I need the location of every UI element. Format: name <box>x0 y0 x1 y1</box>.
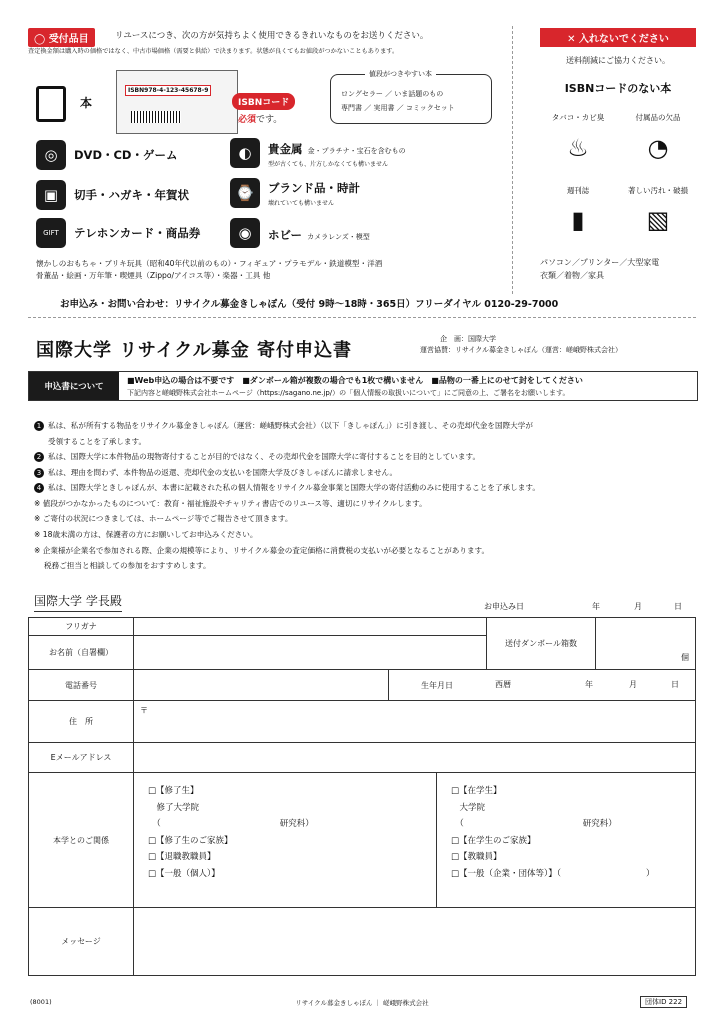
org-id-badge: 団体ID 222 <box>640 996 687 1008</box>
contact-line: お申込み・お問い合わせ：リサイクル募金きしゃぽん（受付 9時〜18時・365日）フリーダイヤル 0120-29-7000 <box>60 299 559 310</box>
torn-book-icon: ▧ <box>646 206 670 234</box>
about-line-2: 下記内容と嵯峨野株式会社ホームページ（https://sagano.ne.jp/）の「個人情報の取扱いについて」にご同意の上、ご署名をお願いします。 <box>127 389 570 397</box>
consent-item: 3 私は、理由を問わず、本件物品の返還、売却代金の支払いを国際大学及びきしゃぽんに請求しません。 <box>34 465 540 481</box>
category-cards <box>36 218 200 248</box>
relation-label: 本学とのご関係 <box>29 773 134 908</box>
easy-title: 値段がつきやすい本 <box>365 69 436 79</box>
divider <box>512 26 513 294</box>
easy-sell-box <box>330 70 492 124</box>
accepted-note: リユースにつき、次の方が気持ちよく使用できるきれいなものをお送りください。 <box>115 31 429 41</box>
ng-tag: ✕ 入れないでください <box>540 28 696 47</box>
relation-right: □【在学生】 大学院 （ 研究科） □【在学生のご家族】 □【教職員】 □【一般（企業・団体等）】（ ） <box>437 773 695 907</box>
hobby-details: 懐かしのおもちゃ・ブリキ玩具（昭和40年代以前のもの）・フィギュア・プラモデル・鉄道模型・洋酒 骨董品・絵画・万年筆・喫煙具（Zippo/アイコス等）・楽器・工具 他 <box>36 259 383 280</box>
birth-field[interactable]: 西暦 年 月 日 <box>495 680 679 689</box>
category-label: 貴金属 <box>268 142 303 156</box>
category-label: 切手・ハガキ・年賀状 <box>74 188 189 202</box>
category-dvd <box>36 140 177 170</box>
check-graduate[interactable]: □【修了生】 <box>148 786 199 796</box>
message-field[interactable] <box>134 908 696 976</box>
phone-field[interactable] <box>134 670 389 700</box>
ng-item-label: 週刊誌 <box>566 186 590 195</box>
note-item: ※ 18歳未満の方は、保護者の方にお願いしてお申込みください。 <box>34 529 258 539</box>
check-retired-staff[interactable]: □【退職教職員】 <box>148 852 216 863</box>
boxes-field[interactable] <box>596 618 696 670</box>
about-box <box>28 371 698 401</box>
isbn-sample: ISBN978-4-123-45678-9 <box>125 85 211 96</box>
ng-isbn: ISBNコードのない本 <box>564 82 672 95</box>
application-table <box>28 617 696 976</box>
ng-item-label: タバコ・カビ臭 <box>551 113 605 122</box>
message-label: メッセージ <box>29 908 134 976</box>
address-label: 住 所 <box>29 701 134 743</box>
footer-code: (8001) <box>30 998 52 1006</box>
book-diagram <box>116 70 238 134</box>
box-unit: 個 <box>681 653 689 662</box>
magazine-icon: ▮ <box>571 206 585 234</box>
consent-list <box>34 418 540 574</box>
birth-label: 生年月日 <box>421 680 453 690</box>
category-label: ブランド品・時計 <box>268 180 360 195</box>
category-brand: ⌚ ブランド品・時計 壊れていても構いません <box>230 178 360 208</box>
category-label: DVD・CD・ゲーム <box>74 148 178 162</box>
address-field[interactable] <box>134 701 696 743</box>
isbn-required: 必須です。 <box>238 115 283 125</box>
book-icon <box>36 86 66 122</box>
email-field[interactable] <box>134 743 696 773</box>
isbn-tag: ISBNコード <box>232 93 295 110</box>
consent-item: 2 私は、国際大学に本件物品の現物寄付することが目的ではなく、その売却代金を国際大学に寄付することを目的としています。 <box>34 449 540 465</box>
easy-line-2: 専門書 ／ 実用書 ／ コミックセット <box>341 104 455 112</box>
ng-misc: パソコン／プリンター／大型家電 衣類／着物／家具 <box>540 258 660 280</box>
email-label: Eメールアドレス <box>29 743 134 773</box>
consent-item: 受領することを了承します。 <box>48 436 147 446</box>
furigana-label: フリガナ <box>29 618 134 636</box>
ng-item-label: 付属品の欠品 <box>635 113 681 122</box>
note-item: ※ 値段がつかなかったものについて：教育・福祉施設やチャリティ書店でのリユース等、適切にリサイクルします。 <box>34 498 427 508</box>
about-line-1: ■Web申込の場合は不要です ■ダンボール箱が複数の場合でも1枚で構いません ■品物の一番上にのせて封をしてください <box>127 376 583 385</box>
relation-left: □【修了生】 修了大学院 （ 研究科） □【修了生のご家族】 □【退職教職員】 □【一般（個人）】 <box>134 773 437 907</box>
check-staff[interactable]: □【教職員】 <box>451 852 502 863</box>
note-item: 税務ご担当と相談しての参加をおすすめします。 <box>34 561 211 571</box>
footer-center: リサイクル募金きしゃぽん ｜ 嵯峨野株式会社 <box>295 999 429 1007</box>
watch-icon: ⌚ <box>230 178 260 208</box>
gift-card-icon: GIFT <box>36 218 66 248</box>
check-graduate-family[interactable]: □【修了生のご家族】 <box>148 835 233 846</box>
phone-row <box>134 670 696 701</box>
furigana-field[interactable] <box>134 618 487 636</box>
camera-icon: ◉ <box>230 218 260 248</box>
consent-item: 1 私は、私が所有する物品をリサイクル募金きしゃぽん（運営：嵯峨野株式会社）（以下「きしゃぽん」）に引き渡し、その売却代金を国際大学が <box>34 418 540 434</box>
smoke-icon: ♨ <box>567 134 589 162</box>
apply-date: お申込み日 年 月 日 <box>484 602 682 611</box>
about-tag: 申込書について <box>29 372 119 400</box>
valuation-note: 査定換金額は購入時の価格ではなく、中古市場価格（需要と供給）で決まります。状態が良くてもお値段がつかないこともあります。 <box>28 48 399 55</box>
name-field[interactable] <box>134 636 487 670</box>
stamp-icon: ▣ <box>36 180 66 210</box>
check-general-corporate[interactable]: □【一般（企業・団体等）】（ ） <box>451 868 655 879</box>
category-hobby: ◉ ホビー カメラレンズ・模型 <box>230 218 370 248</box>
check-general-individual[interactable]: □【一般（個人）】 <box>148 868 220 879</box>
name-label: お名前（自署欄） <box>29 636 134 670</box>
note-item: ※ 企業様が企業名で参加される際、企業の規模等により、リサイクル募金の査定価格に消費税の支払いが必要となることがあります。 <box>34 545 490 555</box>
missing-disc-icon: ◔ <box>647 134 669 162</box>
easy-line-1: ロングセラー ／ いま話題のもの <box>341 90 444 98</box>
note-item: ※ ご寄付の状況につきましては、ホームページ等でご報告させて頂きます。 <box>34 514 293 524</box>
barcode-icon <box>131 111 181 123</box>
check-student[interactable]: □【在学生】 <box>451 786 502 796</box>
category-precious-metal: ◐ 貴金属 金・プラチナ・宝石を含むもの 型が古くても、片方しかなくても構いません <box>230 138 406 168</box>
accepted-tag: ◯ 受付品目 <box>28 28 95 47</box>
phone-label: 電話番号 <box>29 670 134 701</box>
addressee: 国際大学 学長殿 <box>34 592 122 612</box>
category-stamps <box>36 180 189 210</box>
category-label: テレホンカード・商品券 <box>74 226 201 240</box>
consent-item: 4 私は、国際大学ときしゃぽんが、本書に記載された私の個人情報をリサイクル募金事業と国際大学の寄付活動のみに使用することを了承します。 <box>34 480 540 496</box>
boxes-label: 送付ダンボール箱数 <box>487 618 596 670</box>
postal-mark: 〒 <box>140 706 148 715</box>
form-title: 国際大学 リサイクル募金 寄付申込書 <box>36 340 353 361</box>
ng-intro: 送料削減にご協力ください。 <box>566 56 670 65</box>
relation-options <box>134 773 696 908</box>
book-label: 本 <box>80 96 93 110</box>
form-organizers: 企 画：国際大学 運営協賛：リサイクル募金きしゃぽん（運営：嵯峨野株式会社） <box>420 335 623 354</box>
ring-icon: ◐ <box>230 138 260 168</box>
check-student-family[interactable]: □【在学生のご家族】 <box>451 835 536 846</box>
ng-item-label: 著しい汚れ・破損 <box>628 186 688 195</box>
category-label: ホビー <box>268 227 303 242</box>
cut-line <box>28 317 696 318</box>
disc-icon: ◎ <box>36 140 66 170</box>
